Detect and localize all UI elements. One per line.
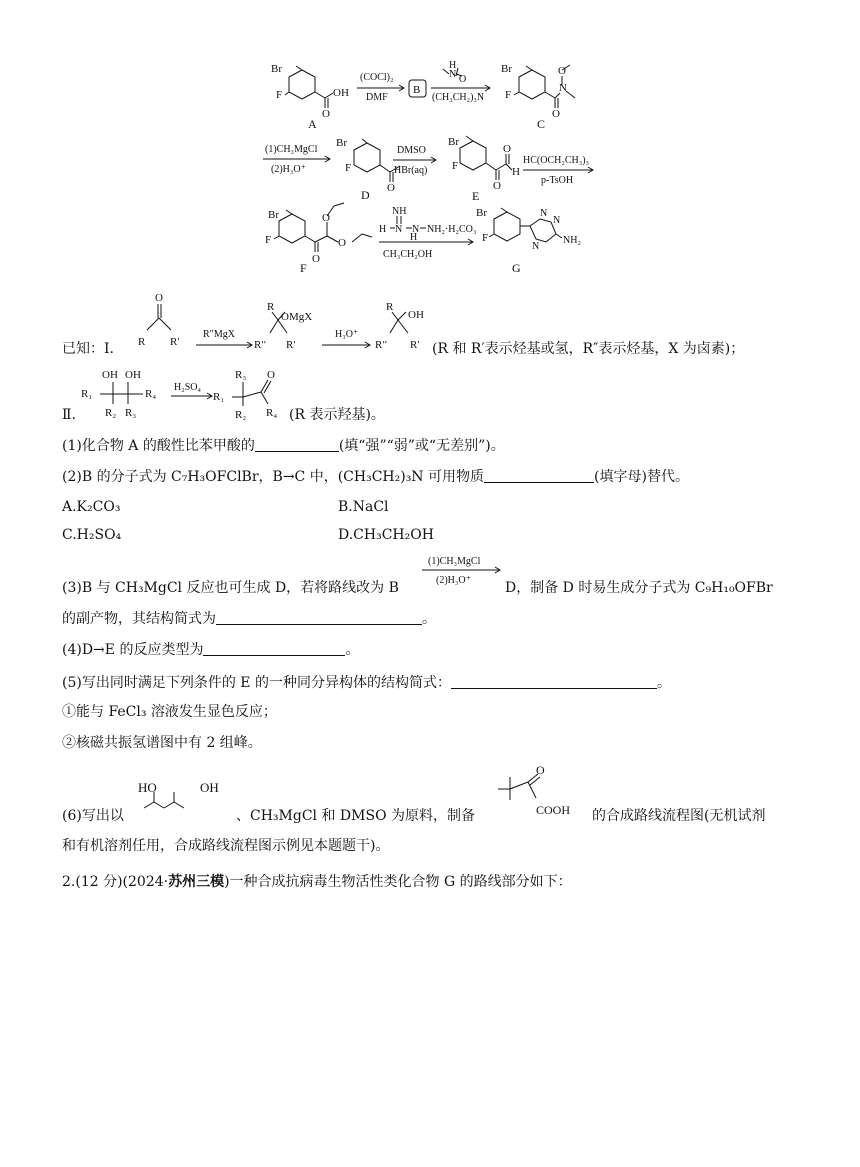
q6-COOH: COOH [536,803,571,817]
q3-text-d: 。 [422,611,436,627]
known-prefix-1: 已知：Ⅰ. [62,341,114,357]
r4-bottom: HBr(aq) [394,165,428,176]
F-O3: O [312,253,320,265]
q6-O: O [536,763,545,777]
q6-text-b: 、CH₃MgCl 和 DMSO 为原料，制备 [236,808,475,824]
synthesis-scheme [0,0,860,290]
option-B: B.NaCl [338,499,389,515]
question-2 [62,467,689,487]
label-D: D [361,188,370,202]
question-1 [62,436,505,456]
r6-N2: N [412,224,420,235]
r5-top: HC(OCH₂CH₃)₃ [523,155,590,166]
q4-text-b: 。 [345,642,360,658]
option-C: C.H₂SO₄ [62,527,122,543]
known-reaction-1 [130,288,440,368]
F-F: F [265,234,272,246]
k1-R-3: R [386,301,394,313]
G-NH2: NH₂ [563,235,581,246]
r1-top: (COCl)₂ [360,72,394,83]
k1-reagent2: H₃O⁺ [335,329,359,340]
A-OH: OH [333,87,349,99]
q6-target-structure [488,760,593,824]
D-F: F [345,162,352,174]
k2-R3-2: R₃ [235,369,247,381]
G-F: F [482,232,489,244]
E-O2: O [503,143,511,155]
k2-reagent: H₂SO₄ [174,382,201,393]
G-N3: N [532,241,540,252]
q1-text-b: (填“强”“弱”或“无差别”)。 [338,438,505,454]
r2-bottom: (CH₃CH₂)₃N [432,92,485,103]
G-N2: N [553,215,561,226]
C-N: N [559,82,567,94]
q2-answer-blank[interactable] [484,468,594,483]
condition-2: ②核磁共振氢谱图中有 2 组峰。 [62,735,262,751]
p2-source: 苏州三模 [168,874,225,890]
k1-R-2: R [267,301,275,313]
k1-Rpp-2: R′′ [375,339,388,351]
k2-O: O [267,369,275,381]
r2-H: H [449,60,457,71]
B-box-label: B [413,84,421,96]
label-F: F [300,261,307,275]
k1-reagent1: R″MgX [203,329,235,340]
q4-answer-blank[interactable] [203,641,345,656]
option-A: A.K₂CO₃ [62,499,121,515]
label-C: C [537,117,546,131]
r6-N1: N [395,224,403,235]
A-F: F [276,89,283,101]
k1-Rp-2: R′ [286,339,296,351]
k2-R1: R₁ [81,388,93,400]
q3-arrow-bottom: (2)H₃O⁺ [436,575,471,586]
q3-arrow-top: (1)CH₃MgCl [428,556,481,567]
k2-R2-2: R₂ [235,409,247,421]
q3-line-2 [62,609,436,629]
known-note-2: (R 表示羟基)。 [289,407,385,423]
q1-text-a: (1)化合物 A 的酸性比苯甲酸的 [62,438,255,454]
q6-text-d: 和有机溶剂任用，合成路线流程图示例见本题题干)。 [62,838,390,854]
k1-Rp-3: R′ [410,339,420,351]
C-O1: O [558,65,566,77]
G-Br: Br [476,207,487,219]
F-Br: Br [268,209,279,221]
r3-bottom: (2)H₃O⁺ [271,164,306,175]
q5-answer-blank[interactable] [451,674,657,689]
D-Br: Br [336,137,347,149]
label-E: E [472,189,480,203]
r2-O: O [459,74,467,85]
k1-R: R [138,336,146,348]
known-reaction-2 [78,366,293,426]
r4-top: DMSO [397,145,426,156]
q5-text-b: 。 [656,675,671,691]
r6-H2N-H: H [379,224,387,235]
label-G: G [512,261,521,275]
q6-diol-structure [130,776,240,826]
k2-HO: OH [102,369,118,381]
p2-text-a: 2.(12 分)(2024· [62,874,169,890]
q2-text-a: (2)B 的分子式为 C₇H₃OFClBr，B→C 中，(CH₃CH₂)₃N 可用物质 [62,469,485,485]
p2-text-c: )一种合成抗病毒生物活性类化合物 G 的路线部分如下： [224,874,572,890]
r6-NH: NH [392,206,407,217]
q6-text-c: 的合成路线流程图(无机试剂 [592,808,766,824]
E-Br: Br [448,136,459,148]
problem-2-heading [62,872,572,892]
C-Br: Br [501,63,512,75]
k2-R3: R₃ [125,407,137,419]
E-H: H [512,166,520,178]
k2-R2: R₂ [105,407,117,419]
k2-R1-2: R₁ [213,391,225,403]
k1-OH: OH [408,309,424,321]
q1-answer-blank[interactable] [255,437,339,452]
k1-Rp: R′ [170,336,180,348]
r5-bottom: p-TsOH [541,175,574,186]
q3-text-b: D，制备 D 时易生成分子式为 C₉H₁₀OFBr [505,580,773,596]
r3-top: (1)CH₃MgCl [265,144,318,155]
question-5 [62,673,671,693]
E-O1: O [493,180,501,192]
F-O1: O [322,212,330,224]
q3-text-c: 的副产物，其结构简式为 [62,611,216,627]
A-O: O [322,108,330,120]
q3-answer-blank[interactable] [216,610,422,625]
q4-text-a: (4)D→E 的反应类型为 [62,642,204,658]
r6-H: H [410,232,418,243]
question-4 [62,640,359,660]
r1-bottom: DMF [366,92,388,103]
F-O2: O [338,237,346,249]
G-N1: N [540,208,548,219]
r2-N: N [449,69,457,80]
q2-text-b: (填字母)替代。 [594,469,689,485]
r6-bottom: CH₃CH₂OH [383,249,433,260]
r6-top: NH₂·H₂CO₃ [427,224,477,235]
k1-Rpp: R′′ [254,339,267,351]
q6-HO: HO [138,780,157,795]
option-D: D.CH₃CH₂OH [338,527,434,543]
k2-R4-2: R₄ [266,407,278,419]
C-F: F [505,89,512,101]
A-Br: Br [271,63,282,75]
known-prefix-2: Ⅱ. [62,407,76,423]
D-O: O [387,182,395,194]
label-A: A [308,117,317,131]
q6-text-a: (6)写出以 [62,808,124,824]
k1-OMgX: OMgX [281,311,313,323]
C-O2: O [552,108,560,120]
known-note-1: (R 和 R′表示烃基或氢，R″表示烃基，X 为卤素)； [432,341,745,357]
q3-text-a: (3)B 与 CH₃MgCl 反应也可生成 D，若将路线改为 B [62,580,399,596]
q3-reaction-arrow [420,550,505,590]
k2-OH: OH [125,369,141,381]
condition-1: ①能与 FeCl₃ 溶液发生显色反应； [62,704,277,720]
E-F: F [452,160,459,172]
k1-O: O [155,292,163,304]
k2-R4: R₄ [145,388,157,400]
q6-OH: OH [200,780,219,795]
q5-text-a: (5)写出同时满足下列条件的 E 的一种同分异构体的结构简式： [62,675,451,691]
